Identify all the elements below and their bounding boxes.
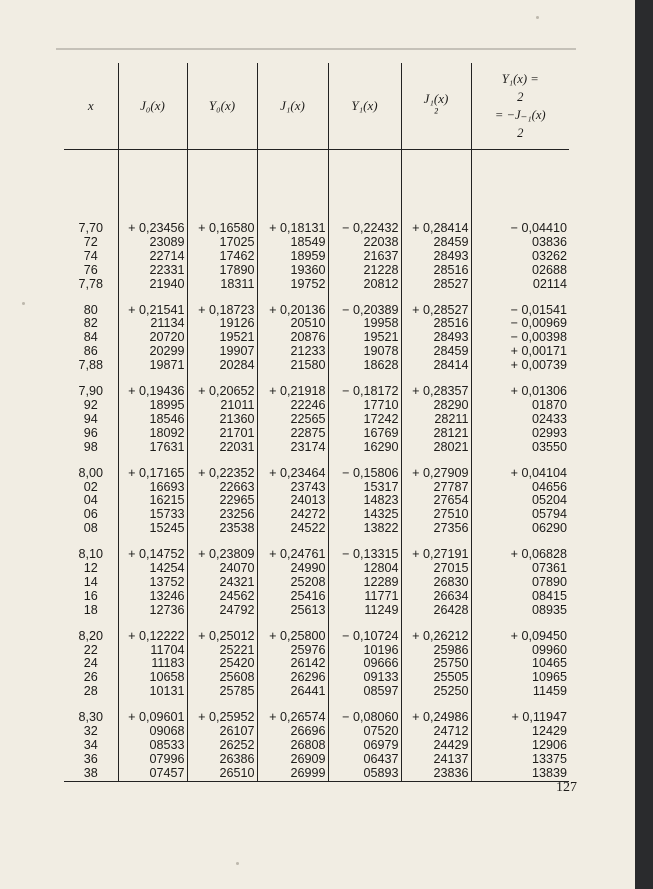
value-cell: 24712 [401, 725, 471, 739]
table-row [64, 739, 569, 753]
x-value-cell: 7,88 [78, 358, 103, 373]
table-row [64, 150, 569, 236]
table-row [64, 494, 569, 508]
table-row [64, 508, 569, 522]
value-cell: 23743 [257, 481, 328, 495]
header-j0: J₀(x) [118, 63, 187, 150]
value-cell: 19360 [257, 264, 328, 278]
value-cell: 09133 [328, 671, 401, 685]
value-cell: 09960 [471, 644, 569, 658]
value-cell: + 0,01306 [471, 385, 569, 399]
value-cell: 08415 [471, 590, 569, 604]
table-row [64, 630, 569, 644]
value-cell: 17242 [328, 413, 401, 427]
table-row [64, 671, 569, 685]
value-cell: + 0,26212 [401, 630, 471, 644]
value-cell: 28527 [401, 278, 471, 292]
value-cell: 28516 [401, 317, 471, 331]
value-cell: + 0,19436 [118, 385, 187, 399]
value-cell: 14823 [328, 494, 401, 508]
value-cell: − 0,22432 [328, 150, 401, 236]
x-value-cell: 8,20 [78, 628, 103, 643]
value-cell: + 0,23809 [187, 548, 257, 562]
x-value-cell: 06 [83, 507, 98, 522]
speck [236, 862, 239, 865]
table-row [64, 441, 569, 455]
table-row [64, 548, 569, 562]
value-cell: 13375 [471, 753, 569, 767]
table-row [64, 399, 569, 413]
value-cell: 18549 [257, 236, 328, 250]
value-cell: 19078 [328, 345, 401, 359]
value-cell: 17462 [187, 250, 257, 264]
value-cell: 23538 [187, 522, 257, 536]
value-cell: 28021 [401, 441, 471, 455]
value-cell: 28121 [401, 427, 471, 441]
x-value-cell: 18 [83, 602, 98, 617]
value-cell: 27510 [401, 508, 471, 522]
value-cell: 19521 [187, 331, 257, 345]
value-cell: 23174 [257, 441, 328, 455]
table-row [64, 385, 569, 399]
value-cell: 09666 [328, 657, 401, 671]
value-cell: 26634 [401, 590, 471, 604]
value-cell: 18995 [118, 399, 187, 413]
value-cell: 15245 [118, 522, 187, 536]
table-row [64, 427, 569, 441]
value-cell: + 0,24986 [401, 711, 471, 725]
value-cell: 11183 [118, 657, 187, 671]
value-cell: 17025 [187, 236, 257, 250]
value-cell: + 0,11947 [471, 711, 569, 725]
value-cell: 25505 [401, 671, 471, 685]
value-cell: 16290 [328, 441, 401, 455]
value-cell: 19958 [328, 317, 401, 331]
x-value-cell: 34 [83, 738, 98, 752]
value-cell: 03262 [471, 250, 569, 264]
value-cell: 22875 [257, 427, 328, 441]
value-cell: 22663 [187, 481, 257, 495]
value-cell: 20510 [257, 317, 328, 331]
value-cell: 26107 [187, 725, 257, 739]
value-cell: 23836 [401, 767, 471, 781]
x-value-cell: 16 [83, 588, 98, 603]
value-cell: 19871 [118, 359, 187, 373]
value-cell: + 0,28527 [401, 304, 471, 318]
x-value-cell: 8,00 [78, 465, 103, 480]
value-cell: 26142 [257, 657, 328, 671]
value-cell: + 0,09450 [471, 630, 569, 644]
value-cell: 25613 [257, 604, 328, 618]
value-cell: 19907 [187, 345, 257, 359]
value-cell: 25420 [187, 657, 257, 671]
value-cell: 20720 [118, 331, 187, 345]
value-cell: − 0,15806 [328, 467, 401, 481]
x-value-cell: 14 [83, 574, 98, 589]
value-cell: 24137 [401, 753, 471, 767]
x-value-cell: 94 [83, 411, 98, 426]
table-row [64, 657, 569, 671]
value-cell: 10965 [471, 671, 569, 685]
value-cell: 15733 [118, 508, 187, 522]
x-value-cell: 22 [83, 642, 98, 657]
value-cell: 27015 [401, 562, 471, 576]
x-value-cell: 96 [83, 425, 98, 440]
value-cell: 18311 [187, 278, 257, 292]
table-row [64, 413, 569, 427]
value-cell: 05893 [328, 767, 401, 781]
value-cell: 08935 [471, 604, 569, 618]
header-j-half: J₁(x) ² [401, 63, 471, 150]
x-value-cell: 80 [83, 302, 98, 317]
value-cell: 03836 [471, 236, 569, 250]
value-cell: 07996 [118, 753, 187, 767]
value-cell: 26252 [187, 739, 257, 753]
value-cell: − 0,04410 [471, 150, 569, 236]
value-cell: 28493 [401, 331, 471, 345]
value-cell: 25221 [187, 644, 257, 658]
speck [536, 16, 539, 19]
value-cell: 02993 [471, 427, 569, 441]
value-cell: + 0,21918 [257, 385, 328, 399]
x-value-cell: 84 [83, 330, 98, 345]
value-cell: + 0,06828 [471, 548, 569, 562]
value-cell: + 0,14752 [118, 548, 187, 562]
table-row [64, 604, 569, 618]
value-cell: 03550 [471, 441, 569, 455]
table-row [64, 304, 569, 318]
x-value-cell: 38 [64, 767, 118, 781]
value-cell: 15317 [328, 481, 401, 495]
value-cell: 07890 [471, 576, 569, 590]
value-cell: 26296 [257, 671, 328, 685]
value-cell: 12804 [328, 562, 401, 576]
value-cell: 14254 [118, 562, 187, 576]
value-cell: 05794 [471, 508, 569, 522]
value-cell: 24429 [401, 739, 471, 753]
value-cell: 08597 [328, 685, 401, 699]
table-row [64, 753, 569, 767]
x-value-cell: 98 [83, 439, 98, 454]
table-row [64, 685, 569, 699]
value-cell: + 0,25800 [257, 630, 328, 644]
value-cell: 11771 [328, 590, 401, 604]
value-cell: 07361 [471, 562, 569, 576]
x-value-cell: 08 [83, 521, 98, 536]
value-cell: 17631 [118, 441, 187, 455]
x-value-cell: 72 [83, 234, 98, 249]
value-cell: 24792 [187, 604, 257, 618]
value-cell: − 0,13315 [328, 548, 401, 562]
x-value-cell: 12 [83, 561, 98, 576]
value-cell: 25785 [187, 685, 257, 699]
value-cell: + 0,23456 [118, 150, 187, 236]
value-cell: 12736 [118, 604, 187, 618]
value-cell: − 0,01541 [471, 304, 569, 318]
value-cell: 26696 [257, 725, 328, 739]
bessel-table [64, 63, 569, 782]
x-value-cell: 28 [83, 684, 98, 699]
value-cell: + 0,00739 [471, 359, 569, 373]
value-cell: + 0,27909 [401, 467, 471, 481]
table-row [64, 317, 569, 331]
header-y1: Y₁(x) [328, 63, 401, 150]
value-cell: 28493 [401, 250, 471, 264]
value-cell: 24562 [187, 590, 257, 604]
value-cell: 12906 [471, 739, 569, 753]
table-row [64, 345, 569, 359]
value-cell: 21011 [187, 399, 257, 413]
x-value-cell: 74 [83, 248, 98, 263]
x-value-cell: 26 [83, 670, 98, 685]
value-cell: + 0,18723 [187, 304, 257, 318]
x-value-cell: 86 [83, 344, 98, 359]
value-cell: + 0,17165 [118, 467, 187, 481]
value-cell: + 0,16580 [187, 150, 257, 236]
value-cell: 24013 [257, 494, 328, 508]
scan-edge [635, 0, 653, 889]
value-cell: 26909 [257, 753, 328, 767]
value-cell: 16769 [328, 427, 401, 441]
value-cell: − 0,10724 [328, 630, 401, 644]
value-cell: 16693 [118, 481, 187, 495]
value-cell: + 0,25012 [187, 630, 257, 644]
page-number: 127 [556, 780, 577, 795]
value-cell: + 0,23464 [257, 467, 328, 481]
table-row [64, 725, 569, 739]
value-cell: + 0,18131 [257, 150, 328, 236]
value-cell: 09068 [118, 725, 187, 739]
value-cell: 27356 [401, 522, 471, 536]
value-cell: + 0,04104 [471, 467, 569, 481]
table-row [64, 522, 569, 536]
value-cell: 26441 [257, 685, 328, 699]
value-cell: 24070 [187, 562, 257, 576]
table-row [64, 590, 569, 604]
value-cell: − 0,18172 [328, 385, 401, 399]
value-cell: 26386 [187, 753, 257, 767]
value-cell: 04656 [471, 481, 569, 495]
value-cell: 13839 [471, 767, 569, 781]
x-value-cell: 36 [83, 751, 98, 766]
value-cell: 11249 [328, 604, 401, 618]
value-cell: 22031 [187, 441, 257, 455]
value-cell: 22714 [118, 250, 187, 264]
table-row [64, 250, 569, 264]
value-cell: 23256 [187, 508, 257, 522]
value-cell: + 0,20136 [257, 304, 328, 318]
header-y-half: Y₁(x) = 2 = −J₋₁(x) 2 [471, 63, 569, 150]
value-cell: 20299 [118, 345, 187, 359]
value-cell: 20284 [187, 359, 257, 373]
value-cell: + 0,25952 [187, 711, 257, 725]
value-cell: − 0,20389 [328, 304, 401, 318]
value-cell: 20812 [328, 278, 401, 292]
value-cell: 21134 [118, 317, 187, 331]
value-cell: 07457 [118, 767, 187, 781]
value-cell: 26510 [187, 767, 257, 781]
value-cell: + 0,27191 [401, 548, 471, 562]
table-row [64, 711, 569, 725]
value-cell: 01870 [471, 399, 569, 413]
x-value-cell: 7,90 [78, 384, 103, 399]
value-cell: 21580 [257, 359, 328, 373]
value-cell: + 0,24761 [257, 548, 328, 562]
x-value-cell: 8,10 [78, 547, 103, 562]
value-cell: 21637 [328, 250, 401, 264]
value-cell: + 0,00171 [471, 345, 569, 359]
x-value-cell: 7,78 [78, 276, 103, 291]
value-cell: − 0,00969 [471, 317, 569, 331]
table-body [64, 150, 569, 782]
table-row [64, 467, 569, 481]
value-cell: 19521 [328, 331, 401, 345]
header-row [64, 63, 569, 150]
value-cell: 10131 [118, 685, 187, 699]
value-cell: 28516 [401, 264, 471, 278]
value-cell: 28459 [401, 345, 471, 359]
header-x: x [64, 63, 118, 150]
value-cell: 11459 [471, 685, 569, 699]
value-cell: 25750 [401, 657, 471, 671]
value-cell: 25608 [187, 671, 257, 685]
x-value-cell: 24 [83, 656, 98, 671]
header-j1: J₁(x) [257, 63, 328, 150]
top-rule [56, 48, 576, 50]
value-cell: + 0,21541 [118, 304, 187, 318]
value-cell: 28290 [401, 399, 471, 413]
value-cell: 17710 [328, 399, 401, 413]
value-cell: 24990 [257, 562, 328, 576]
value-cell: 28459 [401, 236, 471, 250]
header-y0: Y₀(x) [187, 63, 257, 150]
value-cell: 26808 [257, 739, 328, 753]
value-cell: 25250 [401, 685, 471, 699]
value-cell: + 0,09601 [118, 711, 187, 725]
value-cell: 20876 [257, 331, 328, 345]
speck [22, 302, 25, 305]
value-cell: 19126 [187, 317, 257, 331]
value-cell: 25208 [257, 576, 328, 590]
x-value-cell: 02 [83, 479, 98, 494]
value-cell: 25416 [257, 590, 328, 604]
value-cell: + 0,12222 [118, 630, 187, 644]
value-cell: 06979 [328, 739, 401, 753]
value-cell: 06437 [328, 753, 401, 767]
value-cell: 21233 [257, 345, 328, 359]
value-cell: 25986 [401, 644, 471, 658]
x-value-cell: 8,30 [78, 710, 103, 725]
value-cell: − 0,08060 [328, 711, 401, 725]
value-cell: 08533 [118, 739, 187, 753]
table-row [64, 359, 569, 373]
value-cell: 10196 [328, 644, 401, 658]
value-cell: + 0,28414 [401, 150, 471, 236]
x-value-cell: 92 [83, 397, 98, 412]
group-gap [64, 618, 569, 630]
value-cell: 23089 [118, 236, 187, 250]
x-value-cell: 7,70 [78, 221, 103, 235]
value-cell: 06290 [471, 522, 569, 536]
value-cell: 27654 [401, 494, 471, 508]
table-row [64, 644, 569, 658]
value-cell: 21701 [187, 427, 257, 441]
table-row [64, 767, 569, 781]
table-row [64, 264, 569, 278]
value-cell: 22246 [257, 399, 328, 413]
value-cell: 26830 [401, 576, 471, 590]
value-cell: 05204 [471, 494, 569, 508]
table-row [64, 331, 569, 345]
value-cell: 25976 [257, 644, 328, 658]
value-cell: 18959 [257, 250, 328, 264]
value-cell: 13822 [328, 522, 401, 536]
value-cell: 18092 [118, 427, 187, 441]
value-cell: 02688 [471, 264, 569, 278]
value-cell: 13246 [118, 590, 187, 604]
value-cell: 18546 [118, 413, 187, 427]
value-cell: 28414 [401, 359, 471, 373]
value-cell: − 0,00398 [471, 331, 569, 345]
x-value-cell: 32 [83, 724, 98, 739]
table-row [64, 278, 569, 292]
value-cell: 02114 [471, 278, 569, 292]
value-cell: + 0,26574 [257, 711, 328, 725]
value-cell: 02433 [471, 413, 569, 427]
value-cell: 22565 [257, 413, 328, 427]
value-cell: 24272 [257, 508, 328, 522]
value-cell: 26999 [257, 767, 328, 781]
x-value-cell: 04 [83, 493, 98, 508]
table-row [64, 576, 569, 590]
value-cell: 10465 [471, 657, 569, 671]
value-cell: 21940 [118, 278, 187, 292]
value-cell: 28211 [401, 413, 471, 427]
value-cell: 27787 [401, 481, 471, 495]
table-row [64, 481, 569, 495]
value-cell: + 0,28357 [401, 385, 471, 399]
value-cell: 21360 [187, 413, 257, 427]
value-cell: + 0,22352 [187, 467, 257, 481]
value-cell: 12429 [471, 725, 569, 739]
value-cell: 21228 [328, 264, 401, 278]
value-cell: 16215 [118, 494, 187, 508]
value-cell: 13752 [118, 576, 187, 590]
value-cell: 18628 [328, 359, 401, 373]
value-cell: 22965 [187, 494, 257, 508]
x-value-cell: 82 [83, 316, 98, 331]
table-row [64, 562, 569, 576]
value-cell: 24522 [257, 522, 328, 536]
value-cell: 26428 [401, 604, 471, 618]
value-cell: + 0,20652 [187, 385, 257, 399]
value-cell: 19752 [257, 278, 328, 292]
value-cell: 22331 [118, 264, 187, 278]
x-value-cell: 76 [83, 262, 98, 277]
value-cell: 10658 [118, 671, 187, 685]
value-cell: 24321 [187, 576, 257, 590]
value-cell: 17890 [187, 264, 257, 278]
value-cell: 22038 [328, 236, 401, 250]
value-cell: 14325 [328, 508, 401, 522]
value-cell: 12289 [328, 576, 401, 590]
table-row [64, 236, 569, 250]
group-gap [64, 292, 569, 304]
group-gap [64, 455, 569, 467]
value-cell: 07520 [328, 725, 401, 739]
value-cell: 11704 [118, 644, 187, 658]
